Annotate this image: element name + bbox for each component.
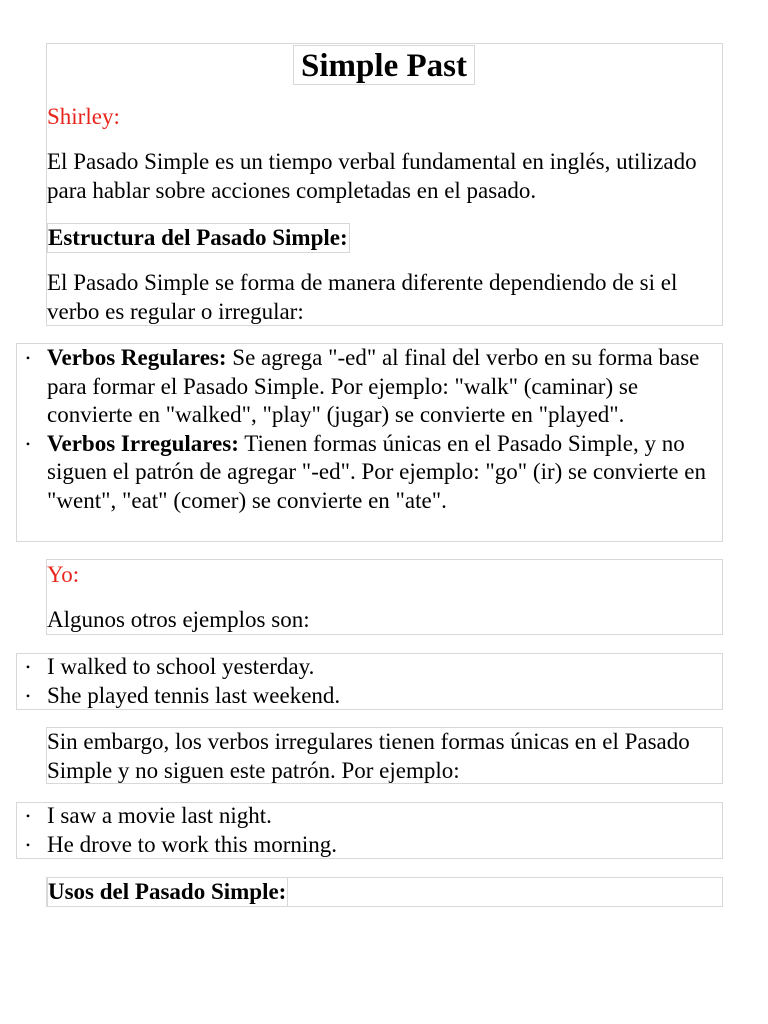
- intro-paragraph: El Pasado Simple es un tiempo verbal fundamental en inglés, utilizado para hablar sobre acciones completadas en el pasado.: [47, 149, 697, 203]
- bullet-icon: •: [25, 660, 31, 674]
- verb-types-list: [25, 344, 722, 515]
- speaker-label-shirley: Shirley:: [47, 104, 120, 129]
- bullet-icon: •: [25, 436, 31, 451]
- list-item-irregular: [25, 430, 722, 516]
- example-text: I walked to school yesterday.: [47, 654, 315, 679]
- list-item: [25, 802, 722, 831]
- usos-heading-row: [47, 877, 722, 907]
- speaker-label-yo: Yo:: [47, 562, 80, 587]
- sin-embargo-paragraph: Sin embargo, los verbos irregulares tienen formas únicas en el Pasado Simple y no siguen este patrón. Por ejemplo:: [47, 729, 690, 783]
- list-item: [25, 831, 722, 860]
- bullet-icon: •: [25, 837, 31, 852]
- example-text: He drove to work this morning.: [47, 831, 338, 857]
- otros-ejemplos-intro: Algunos otros ejemplos son:: [47, 607, 310, 632]
- list-item-regular: [25, 344, 722, 430]
- speaker-shirley: [47, 103, 722, 132]
- estructura-heading: Estructura del Pasado Simple:: [47, 223, 350, 253]
- estructura-heading-row: [47, 223, 722, 253]
- list-item: [25, 653, 722, 682]
- irregular-label: Verbos Irregulares:: [47, 430, 239, 456]
- bullet-icon: •: [25, 351, 31, 365]
- bullet-icon: •: [25, 809, 31, 823]
- regular-text: Se agrega "-ed" al final del verbo en su forma base para formar el Pasado Simple. Por ejemplo: "walk" (caminar) se convierte en "walked", "play" (jugar) se convierte en "played".: [47, 345, 700, 427]
- regular-label: Verbos Regulares:: [47, 345, 227, 370]
- example-text: She played tennis last weekend.: [47, 682, 341, 708]
- irregular-text: Tienen formas únicas en el Pasado Simple, y no siguen el patrón de agregar "-ed". Por ejemplo: "go" (ir) se convierte en "went", "eat" (comer) se convierte en "ate".: [47, 430, 706, 513]
- irregular-examples-list: [25, 802, 722, 859]
- list-item: [25, 682, 722, 711]
- estructura-paragraph: El Pasado Simple se forma de manera diferente dependiendo de si el verbo es regular o irregular:: [47, 270, 678, 324]
- page-title: Simple Past: [293, 45, 475, 85]
- regular-examples-list: [25, 653, 722, 710]
- usos-heading: Usos del Pasado Simple:: [47, 877, 288, 907]
- bullet-icon: •: [25, 688, 31, 703]
- example-text: I saw a movie last night.: [47, 803, 272, 828]
- speaker-yo: [47, 561, 722, 590]
